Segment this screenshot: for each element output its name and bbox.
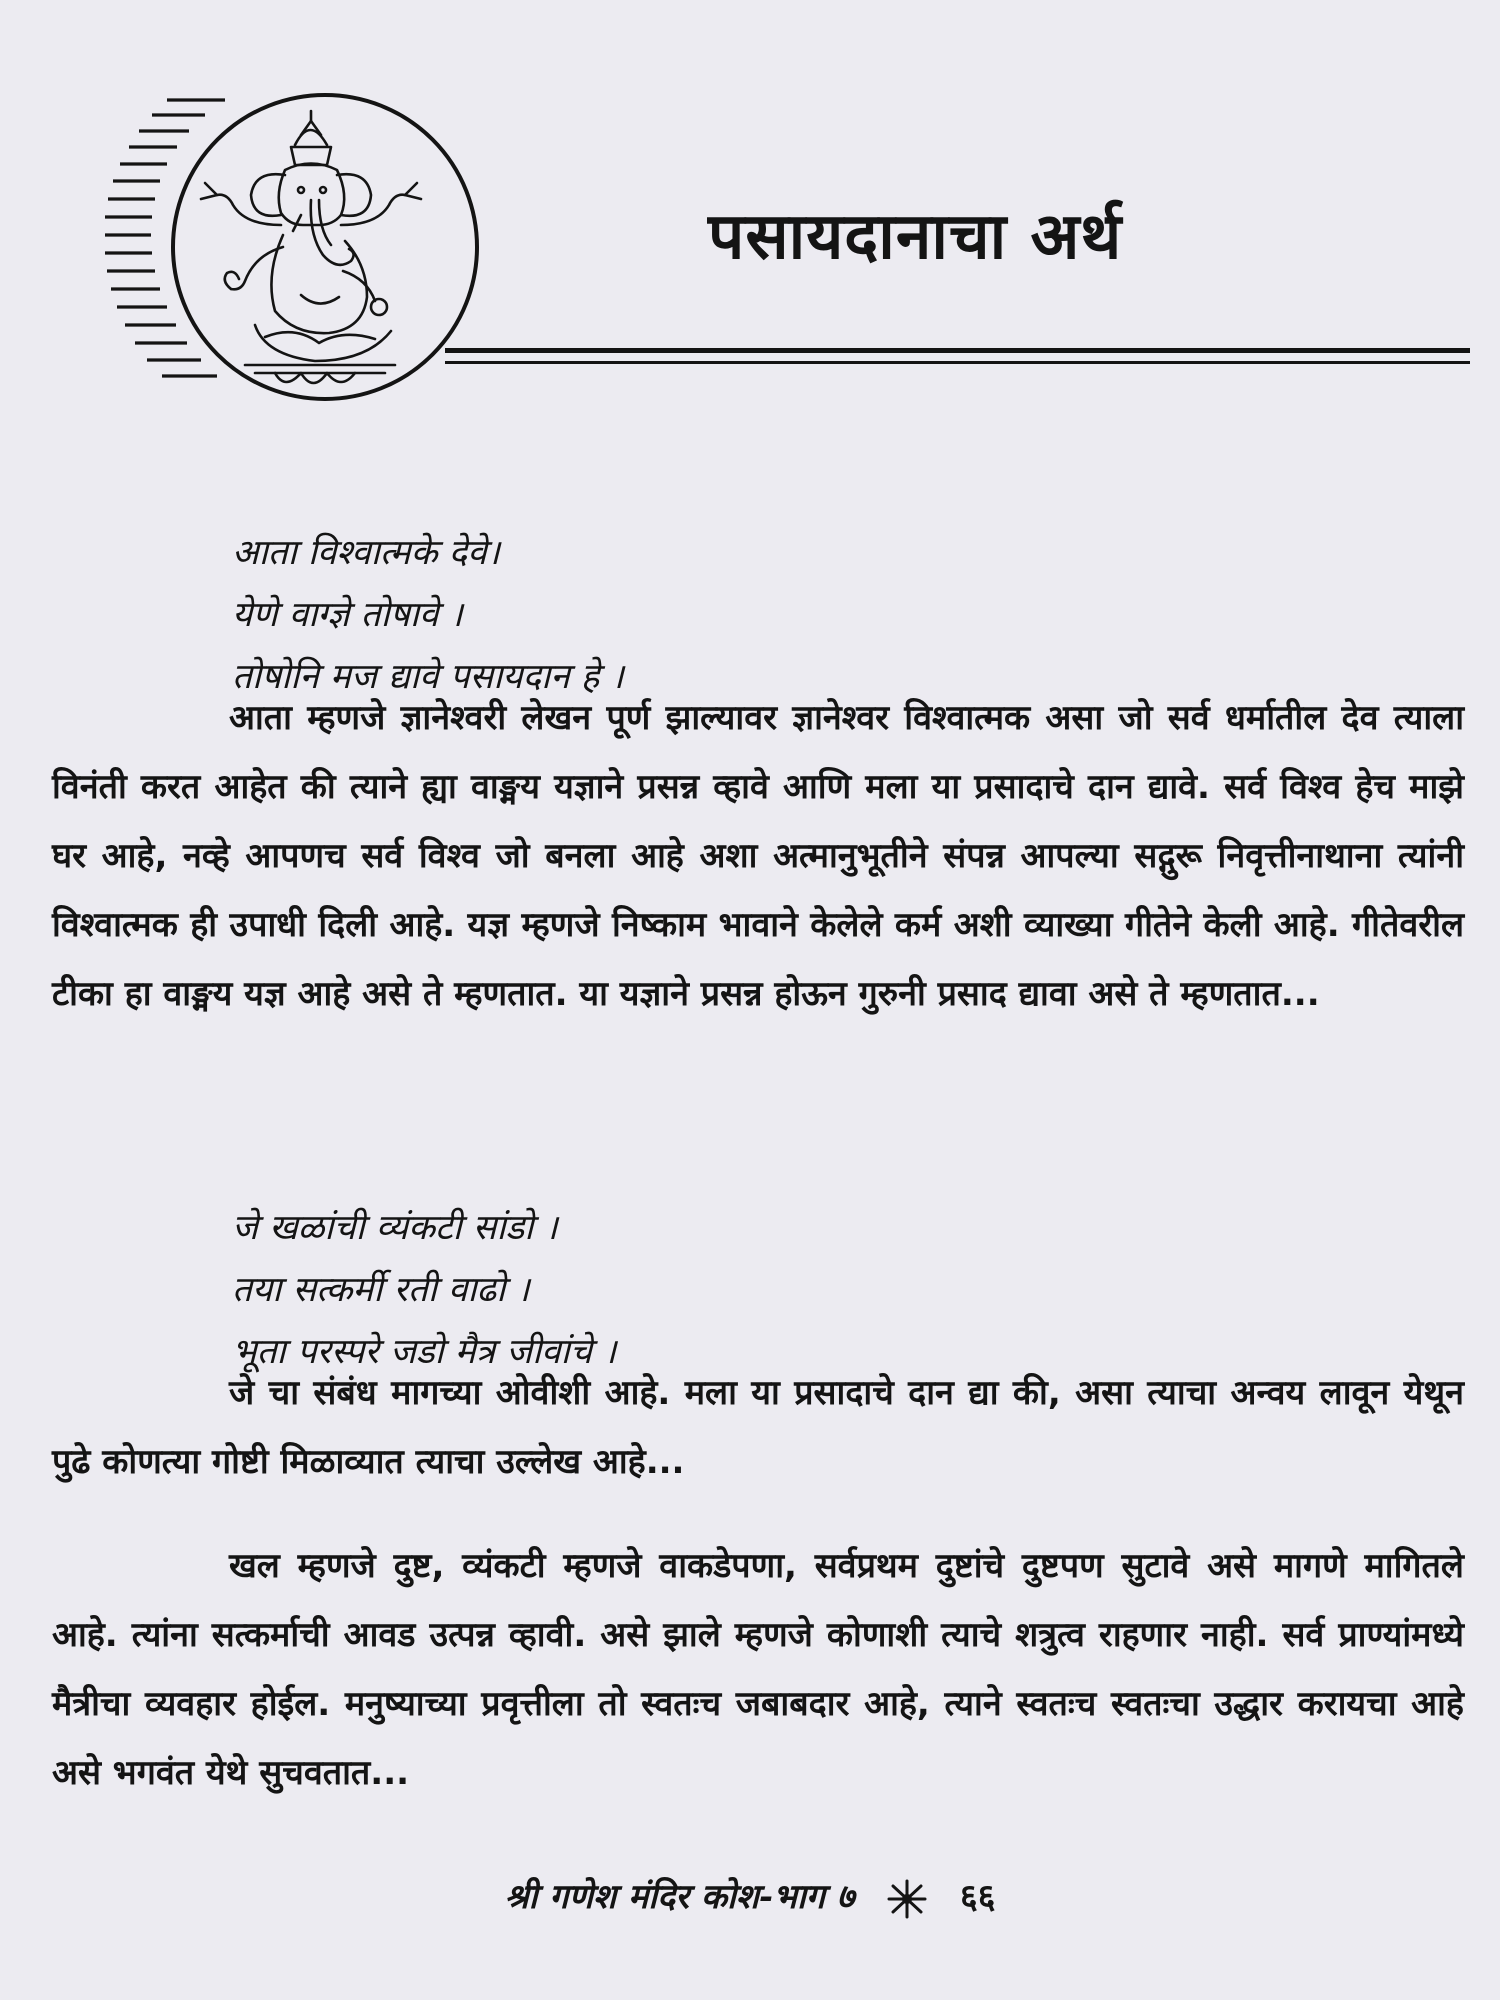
- title-rule-thin: [445, 361, 1470, 364]
- verse-line: तया सत्कर्मी रती वाढो ।: [232, 1270, 530, 1310]
- page-footer: [0, 1872, 1500, 1919]
- verse-block-2: [232, 1197, 1332, 1383]
- ganesha-emblem-icon: [105, 75, 495, 435]
- verse-line: येणे वाग्ज्ञे तोषावे ।: [232, 595, 463, 635]
- paragraph-2: जे चा संबंध मागच्या ओवीशी आहे. मला या प्रसादाचे दान द्या की, असा त्याचा अन्वय लावून येथून पुढे कोणत्या गोष्टी मिळाव्यात त्याचा उल्लेख आहे...: [52, 1373, 1464, 1482]
- star-ornament-icon: [883, 1879, 931, 1919]
- paragraph-3: खल म्हणजे दुष्ट, व्यंकटी म्हणजे वाकडेपणा, सर्वप्रथम दुष्टांचे दुष्टपण सुटावे असे मागणे मागितले आहे. त्यांना सत्कर्माची आवड उत्पन्न व्हावी. असे झाले म्हणजे कोणाशी त्याचे शत्रुत्व राहणार नाही. सर्व प्राण्यांमध्ये मैत्रीचा व्यवहार होईल. मनुष्याच्या प्रवृत्तीला तो स्वतःच जबाबदार आहे, त्याने स्वतःच स्वतःचा उद्धार करायचा आहे असे भगवंत येथे सुचवतात...: [52, 1546, 1464, 1793]
- verse-line: भूता परस्परे जडो मैत्र जीवांचे ।: [232, 1332, 617, 1372]
- chapter-title: पसायदानाचा अर्थ: [708, 200, 1123, 274]
- verse-line: तोषोनि मज द्यावे पसायदान हे ।: [232, 657, 624, 697]
- paragraph-1: आता म्हणजे ज्ञानेश्वरी लेखन पूर्ण झाल्यावर ज्ञानेश्वर विश्वात्मक असा जो सर्व धर्मातील देव त्याला विनंती करत आहेत की त्याने ह्या वाङ्मय यज्ञाने प्रसन्न व्हावे आणि मला या प्रसादाचे दान द्यावे. सर्व विश्व हेच माझे घर आहे, नव्हे आपणच सर्व विश्व जो बनला आहे अशा अत्मानुभूतीने संपन्न आपल्या सद्गुरू निवृत्तीनाथाना त्यांनी विश्वात्मक ही उपाधी दिली आहे. यज्ञ म्हणजे निष्काम भावाने केलेले कर्म अशी व्याख्या गीतेने केली आहे. गीतेवरील टीका हा वाङ्मय यज्ञ आहे असे ते म्हणतात. या यज्ञाने प्रसन्न होऊन गुरुनी प्रसाद द्यावा असे ते म्हणतात...: [52, 698, 1464, 1014]
- footer-book-title: श्री गणेश मंदिर कोश-भाग ७: [504, 1877, 855, 1917]
- verse-line: आता विश्वात्मके देवे।: [232, 533, 500, 573]
- verse-block-1: [232, 522, 1332, 708]
- title-rule-thick: [445, 348, 1470, 353]
- page-number: ६६: [960, 1877, 996, 1917]
- verse-line: जे खळांची व्यंकटी सांडो ।: [232, 1208, 558, 1248]
